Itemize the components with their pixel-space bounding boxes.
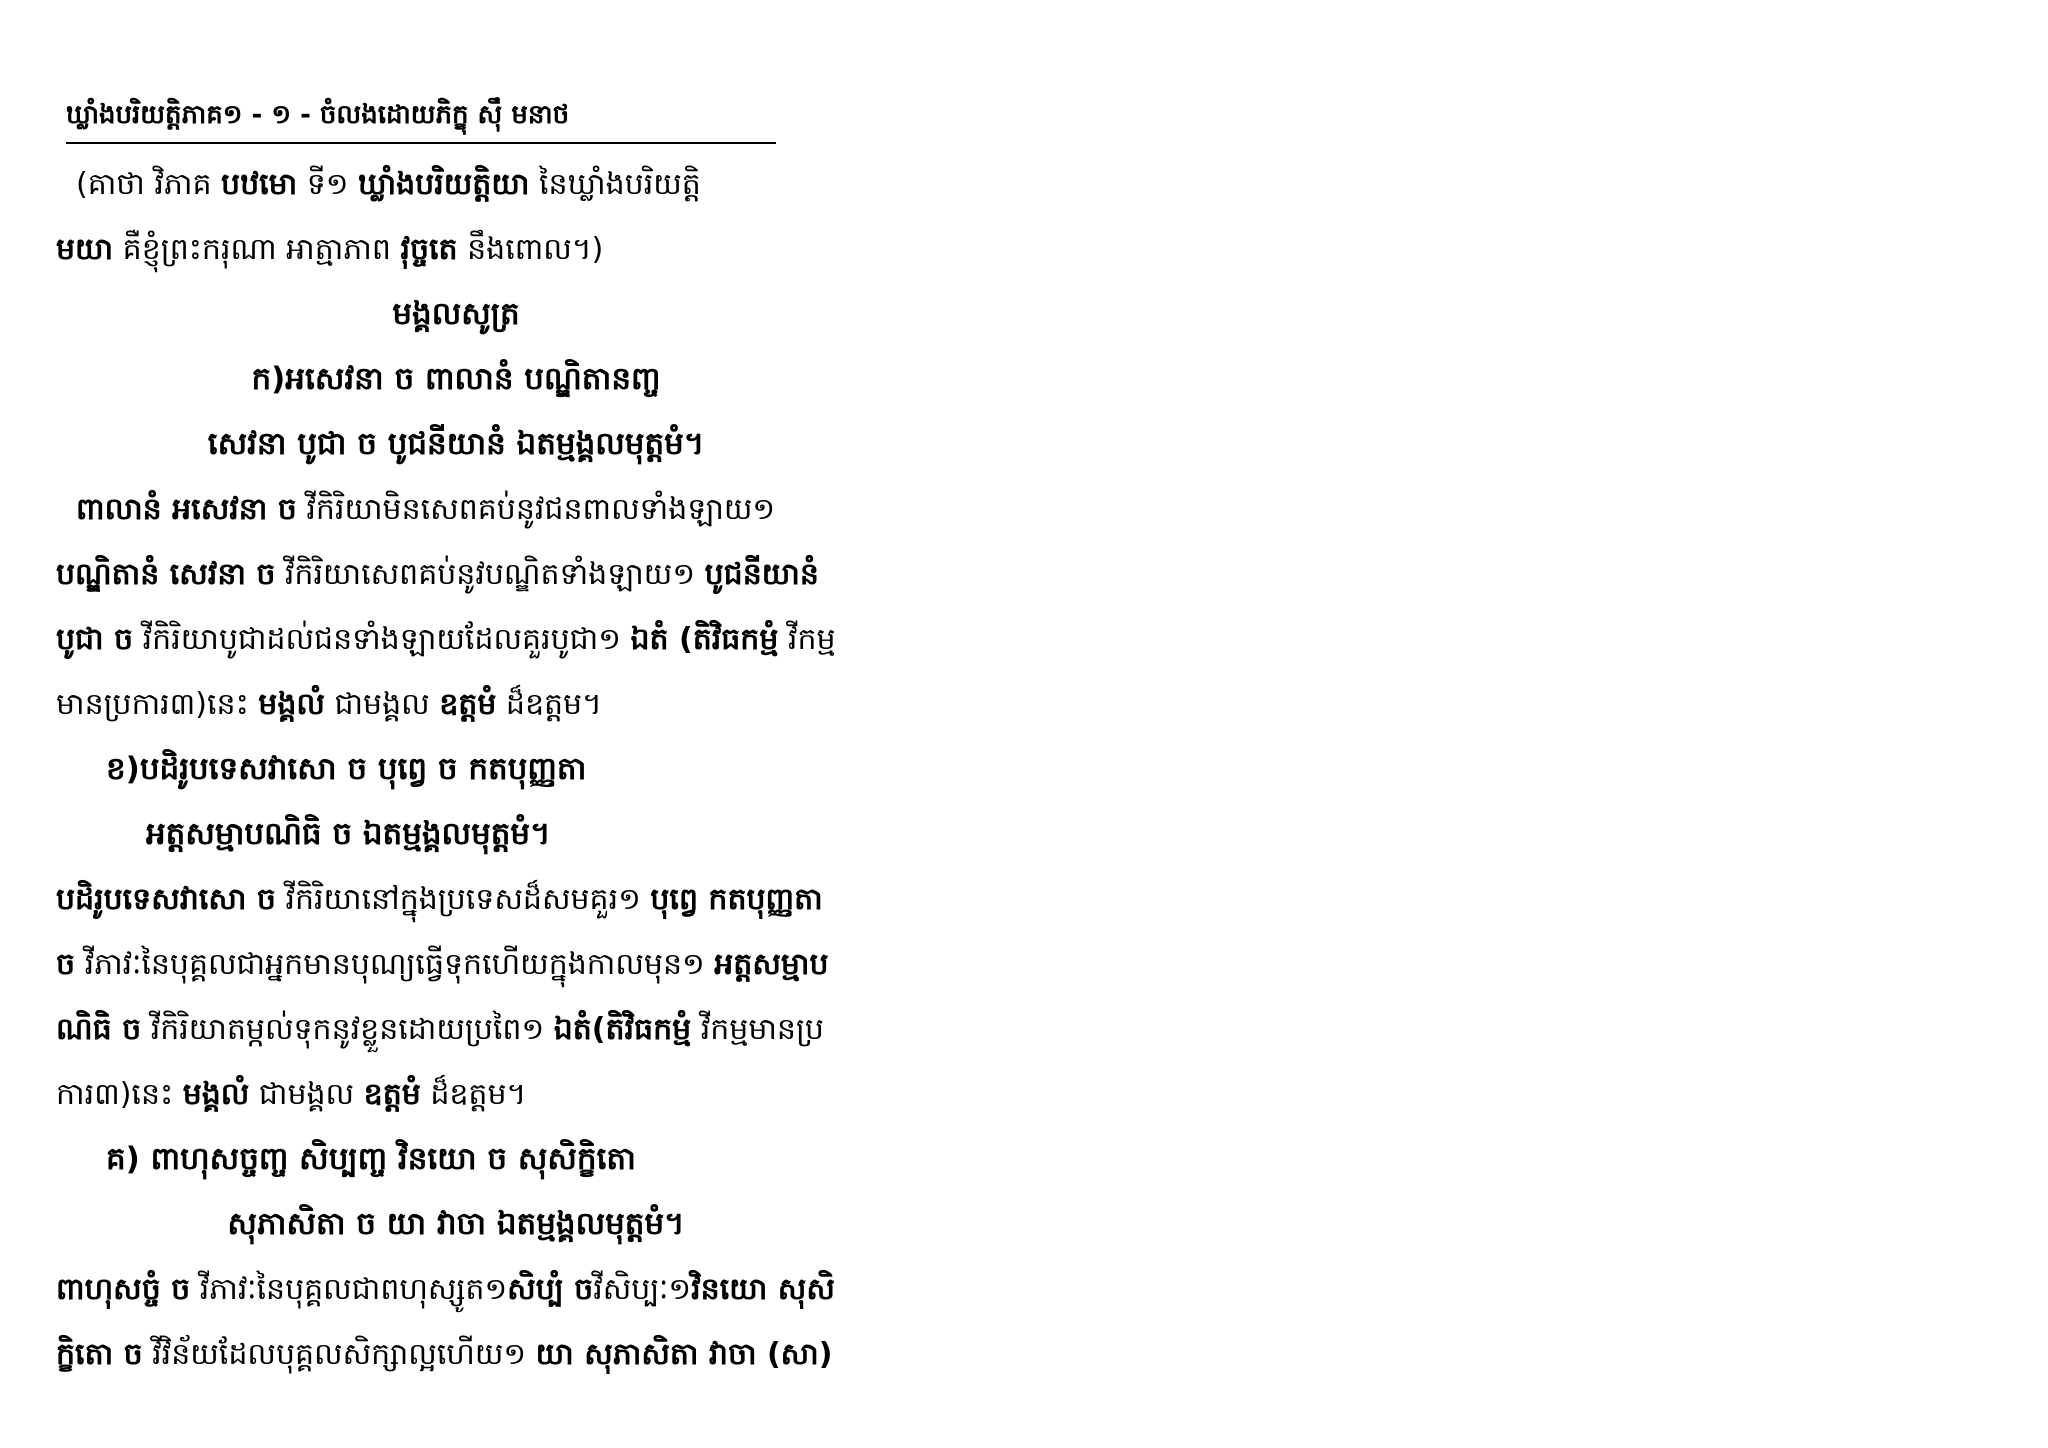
bold-text: បូជា ច — [56, 622, 134, 657]
bold-text: ឧត្តមំ — [439, 687, 497, 722]
text-line — [56, 477, 856, 542]
plain-text: ទី១ — [297, 167, 359, 202]
bold-text: ឧត្តមំ — [363, 1077, 421, 1112]
bold-text: មង្គលសូត្រ — [392, 296, 520, 332]
bold-text: បដិរូបទេសវាសោ ច — [56, 882, 276, 917]
bold-text: យា សុភាសិតា វាចា (សា) — [535, 1337, 833, 1372]
section-title — [56, 282, 856, 347]
bold-text: ច — [56, 947, 76, 982]
plain-text: វីកិរិយាតម្កល់ទុកនូវខ្លួនដោយប្រពៃ១ — [141, 1012, 554, 1047]
bold-text: ណិធិ ច — [56, 1012, 142, 1047]
text-line — [56, 672, 856, 737]
bold-text: វិនយោ សុសិ — [691, 1272, 835, 1307]
bold-text: សុភាសិតា ច យា វាចា ឯតម្មង្គលមុត្តមំ។ — [227, 1206, 685, 1242]
text-line — [56, 217, 856, 282]
plain-text: ការ៣)នេះ — [56, 1077, 183, 1112]
plain-text: (គាថា វិភាគ — [76, 167, 222, 202]
plain-text: មានប្រការ៣)នេះ — [56, 687, 259, 722]
text-line — [56, 867, 856, 932]
plain-text: វីកម្មមានប្រ — [691, 1012, 824, 1047]
verse-line — [56, 1127, 856, 1192]
plain-text: វីសិប្បៈ១ — [593, 1272, 692, 1307]
text-body — [56, 152, 856, 1387]
verse-line — [56, 737, 856, 802]
plain-text: នៃឃ្លាំងបរិយត្តិ — [529, 167, 701, 202]
plain-text: នឹងពោល។) — [457, 232, 604, 267]
text-line — [56, 1322, 856, 1387]
bold-text: វុច្ចតេ — [400, 232, 458, 267]
page-header: ឃ្លាំងបរិយត្តិភាគ១ ‑ ១ ‑ ចំលងដោយភិក្ខុ ស៊ឹ មនាថ — [66, 98, 776, 144]
bold-text: អត្តសម្មាបណិធិ ច ឯតម្មង្គលមុត្តមំ។ — [146, 816, 551, 852]
bold-text: សេវនា បូជា ច បូជនីយានំ ឯតម្មង្គលមុត្តមំ។ — [207, 426, 705, 462]
text-line — [56, 1062, 856, 1127]
plain-text: ដ៏ឧត្តម។ — [420, 1077, 527, 1112]
bold-text: ឯតំ(តិវិធកម្មំ — [553, 1012, 692, 1047]
plain-text: វីភាវៈនៃបុគ្គលជាអ្នកមានបុណ្យធ្វើទុកហើយក្នុងកាលមុន១ — [75, 947, 715, 982]
bold-text: ក)អសេវនា ច ពាលានំ បណ្ឌិតានញ្ច — [251, 361, 661, 397]
text-line — [56, 542, 856, 607]
plain-text: គឺខ្ញុំព្រះករុណា អាត្មាភាព — [113, 232, 401, 267]
verse-line — [56, 1192, 856, 1257]
plain-text: វីកិរិយានៅក្នុងប្រទេសដ៏សមគួរ១ — [275, 882, 651, 917]
bold-text: ខ)បដិរូបទេសវាសោ ច បុព្វេ ច កតបុញ្ញតា — [106, 751, 587, 787]
plain-text: វីកិរិយាសេពគប់នូវបណ្ឌិតទាំងឡាយ១ — [275, 557, 705, 592]
text-line — [56, 607, 856, 672]
bold-text: គ) ពាហុសច្ចញ្ច សិប្បញ្ច វិនយោ ច សុសិក្ខិតោ — [106, 1141, 636, 1177]
text-line — [56, 932, 856, 997]
plain-text: វីកិរិយាមិនសេពគប់នូវជនពាលទាំងឡាយ១ — [296, 492, 776, 527]
plain-text: វីភាវៈនៃបុគ្គលជាពហុស្សូត១ — [190, 1272, 508, 1307]
plain-text: វីវិន័យដែលបុគ្គលសិក្សាល្អហើយ១ — [142, 1337, 536, 1372]
verse-line — [56, 347, 856, 412]
verse-line — [56, 412, 856, 477]
bold-text: បុព្វេ កតបុញ្ញតា — [650, 882, 823, 917]
bold-text: មយា — [56, 232, 114, 267]
bold-text: មង្គលំ — [182, 1077, 250, 1112]
bold-text: ឯតំ (តិវិធកម្មំ — [630, 622, 779, 657]
plain-text: ដ៏ឧត្តម។ — [496, 687, 602, 722]
plain-text: វីកិរិយាបូជាដល់ជនទាំងឡាយដែលគួរបូជា១ — [133, 622, 631, 657]
bold-text: ក្ខិតោ ច — [56, 1337, 143, 1372]
text-line — [56, 997, 856, 1062]
text-line — [56, 152, 856, 217]
bold-text: មង្គលំ — [258, 687, 325, 722]
bold-text: ពាហុសច្ចំ ច — [56, 1272, 191, 1307]
bold-text: ពាលានំ អសេវនា ច — [76, 492, 297, 527]
text-line — [56, 1257, 856, 1322]
bold-text: ឃ្លាំងបរិយត្តិយា — [358, 167, 530, 202]
bold-text: សិប្បំ ច — [507, 1272, 594, 1307]
bold-text: បូជនីយានំ — [704, 557, 819, 592]
bold-text: បណ្ឌិតានំ សេវនា ច — [56, 557, 276, 592]
plain-text: ជាមង្គល — [249, 1077, 364, 1112]
verse-line — [56, 802, 856, 867]
plain-text: ជាមង្គល — [324, 687, 440, 722]
plain-text: វីកម្ម — [778, 622, 836, 657]
bold-text: អត្តសម្មាប — [714, 947, 829, 982]
bold-text: បឋមោ — [221, 167, 298, 202]
